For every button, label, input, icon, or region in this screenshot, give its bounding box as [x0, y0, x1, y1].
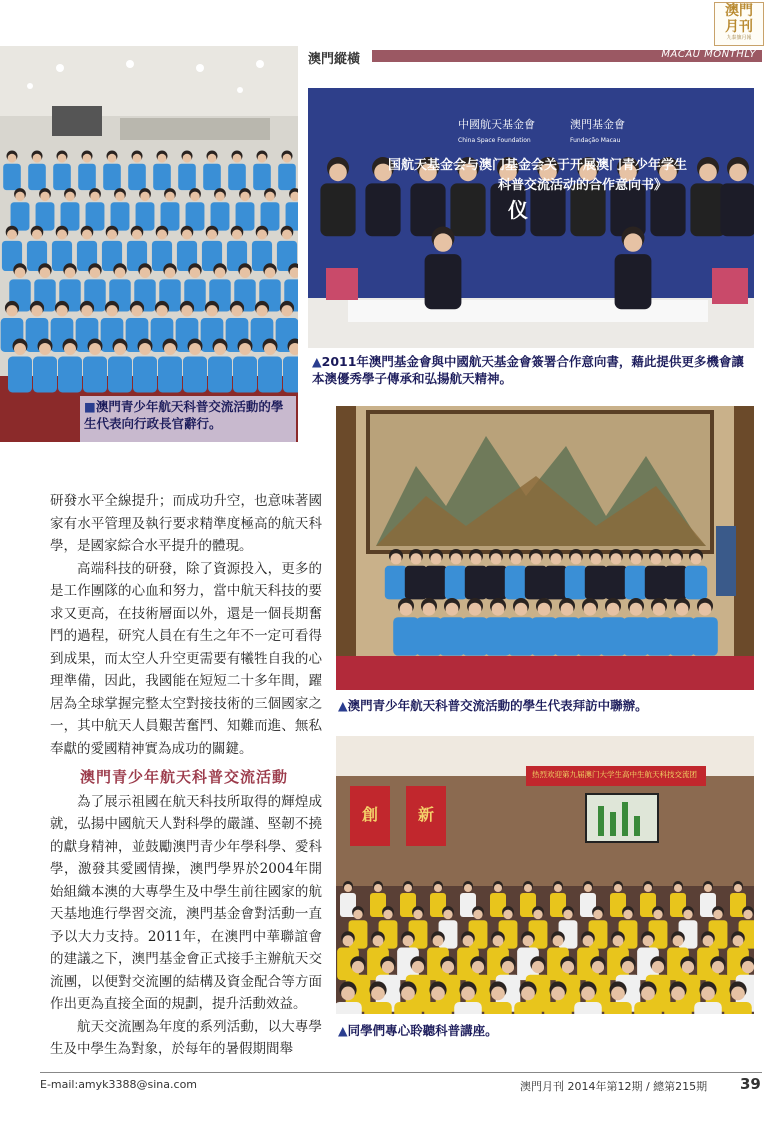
english-title: MACAU MONTHLY — [661, 49, 756, 60]
article-column — [50, 490, 322, 1061]
banner-logo-left-text: 中國航天基金會 — [458, 118, 535, 131]
banner-logo-right-en: Fundação Macau — [570, 137, 621, 144]
page-number: 39 — [740, 1075, 761, 1093]
photo1-caption-box — [80, 396, 296, 442]
photo-science-lecture — [336, 736, 754, 1014]
banner-text-line2: 科普交流活动的合作意向书》 — [498, 178, 668, 193]
footer-rule — [40, 1072, 762, 1073]
logo-line2: 月刊 — [725, 19, 753, 35]
caption-marker: ▲ — [338, 698, 348, 713]
footer-email: E-mail:amyk3388@sina.com — [40, 1078, 198, 1091]
caption-marker: ▲ — [312, 354, 322, 369]
logo-small-text: 九泰旗月報 — [726, 35, 752, 41]
photo3-caption-block — [338, 697, 754, 714]
banner-logo-right — [570, 116, 625, 145]
section-title: 澳門縱橫 — [308, 52, 361, 67]
photo4-caption-block — [338, 1022, 754, 1039]
lecture-banner-text: 热烈欢迎第九届澳门大学生高中生航天科技交流团 — [532, 770, 697, 779]
article-para3: 為了展示祖國在航天科技所取得的輝煌成就，弘揚中國航天人對科學的嚴謹、堅韌不撓的獻身精神，並鼓勵澳門青少年學科學、愛科學，激發其愛國情操，澳門學界於2004年開始組織本澳的大專學生及中學生前往國家的航天基地進行學習交流，澳門基金會對活動一直予以大力支持。2011年，在澳門中華聯誼會的建議之下，澳門基金會正式接手主辦航天交流團，以便對交流團的結構及資金配合等方面作出更為直接全面的規劃，提升活動效益。 — [50, 793, 322, 1012]
article-para4: 航天交流團為年度的系列活動，以大專學生及中學生為對象，於每年的暑假期間舉 — [50, 1018, 322, 1057]
banner-logo-right-text: 澳門基金會 — [570, 118, 625, 131]
photo1-caption: 澳門青少年航天科普交流活動的學生代表向行政長官辭行。 — [84, 399, 284, 431]
banner-text-line3: 仪 — [508, 198, 528, 222]
photo3-caption: 澳門青少年航天科普交流活動的學生代表拜訪中聯辦。 — [347, 698, 648, 713]
pillar-right-text: 新 — [418, 805, 435, 824]
footer-issue: 澳門月刊 2014年第12期 / 總第215期 — [520, 1080, 708, 1093]
article-subheading: 澳門青少年航天科普交流活動 — [80, 768, 289, 786]
caption-marker: ■ — [84, 399, 96, 414]
photo2-caption: 2011年澳門基金會與中國航天基金會簽署合作意向書，藉此提供更多機會讓本澳優秀學子傳承和弘揚航天精神。 — [312, 354, 744, 386]
pillar-left-text: 創 — [362, 805, 379, 824]
banner-logo-left — [458, 116, 535, 145]
article-para2: 高端科技的研發，除了資源投入，更多的是工作團隊的心血和努力，當中航天科技的要求又更高，在技術層面以外，還是一個長期奮鬥的過程，研究人員在有生之年不一定可看得到成果，而太空人升空更需要有犧牲自我的心理準備，因此，我國能在短短二十多年間，躍居為全球掌握完整太空對接技術的三個國家之一，其中航天人員艱苦奮鬥、知難而進、無私奉獻的愛國精神實為成功的關鍵。 — [50, 560, 322, 757]
photo-students-group — [0, 46, 298, 442]
caption-marker: ▲ — [338, 1023, 348, 1038]
banner-text-line1: 国航天基金会与澳门基金会关于开展澳门青少年学生 — [388, 158, 688, 173]
photo-liaison-office-visit — [336, 406, 754, 690]
banner-logo-left-en: China Space Foundation — [458, 137, 531, 144]
photo-signing-ceremony — [308, 88, 754, 348]
photo2-caption-block — [312, 353, 752, 387]
magazine-logo — [714, 2, 764, 46]
logo-line1: 澳門 — [725, 3, 753, 19]
article-para1: 研發水平全線提升；而成功升空，也意味著國家有水平管理及執行要求精準度極高的航天科學，是國家綜合水平提升的體現。 — [50, 493, 322, 554]
header-bar — [372, 50, 762, 62]
photo4-caption: 同學們專心聆聽科普講座。 — [347, 1023, 498, 1038]
